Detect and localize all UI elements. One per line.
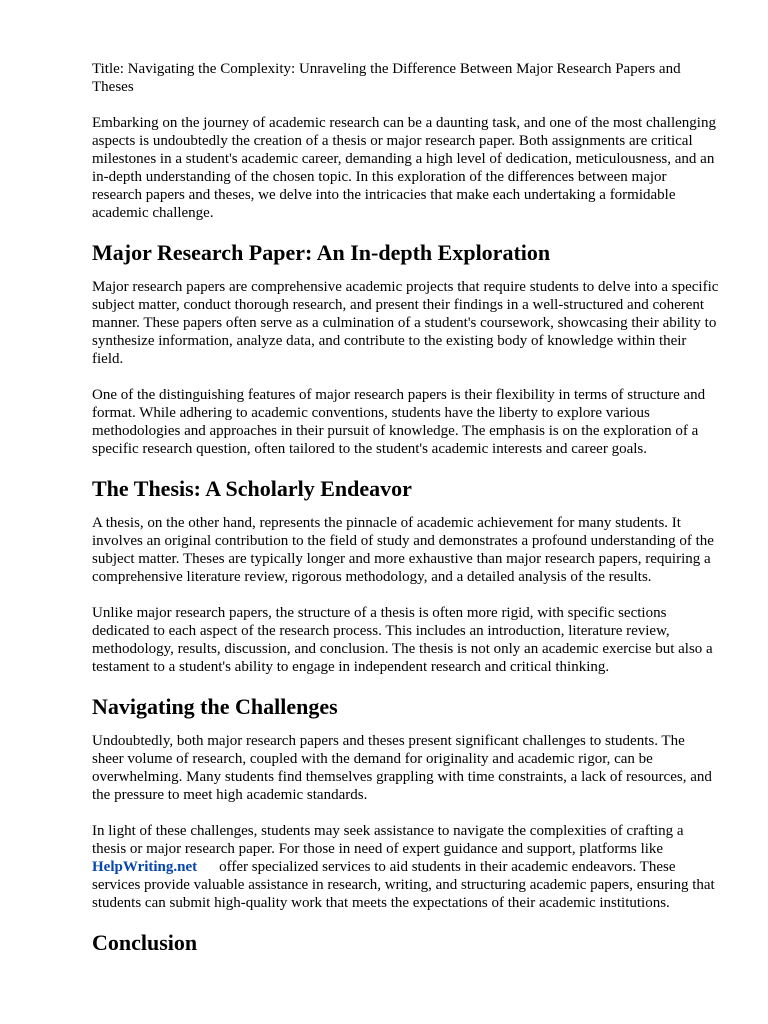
- helpwriting-link[interactable]: HelpWriting.net: [92, 859, 198, 875]
- paragraph-major-research-1: Major research papers are comprehensive academic projects that require students to delve into a specific subject matter, conduct thorough research, and present their findings in a well-structured and coherent manner. These papers often serve as a culmination of a student's coursework, showcasing their ability to synthesize information, analyze data, and contribute to the existing body of knowledge within their field.: [92, 279, 719, 367]
- intro-paragraph: Embarking on the journey of academic research can be a daunting task, and one of the most challenging aspects is undoubtedly the creation of a thesis or major research paper. Both assignments are critical milestones in a student's academic career, demanding a high level of dedication, meticulousness, and an in-depth understanding of the chosen topic. In this exploration of the differences between major research papers and theses, we delve into the intricacies that make each undertaking a formidable academic challenge.: [92, 115, 716, 221]
- paragraph-thesis-1: A thesis, on the other hand, represents the pinnacle of academic achievement for many students. It involves an original contribution to the field of study and demonstrates a profound understanding of the subject matter. Theses are typically longer and more exhaustive than major research papers, requiring a comprehensive literature review, rigorous methodology, and a detailed analysis of the results.: [92, 515, 714, 585]
- section-heading-navigating-challenges: Navigating the Challenges: [92, 694, 338, 719]
- paragraph-thesis-2: Unlike major research papers, the structure of a thesis is often more rigid, with specific sections dedicated to each aspect of the research process. This includes an introduction, literature review, methodology, results, discussion, and conclusion. The thesis is not only an academic exercise but also a testament to a student's ability to engage in independent research and critical thinking.: [92, 605, 713, 675]
- paragraph-challenges-2-after: offer specialized services to aid students in their academic endeavors. These services provide valuable assistance in research, writing, and structuring academic papers, ensuring that students can submit high-quality work that meets the expectations of their academic institutions.: [92, 859, 715, 911]
- section-heading-thesis: The Thesis: A Scholarly Endeavor: [92, 476, 412, 501]
- paragraph-challenges-2-before: In light of these challenges, students may seek assistance to navigate the complexities of crafting a thesis or major research paper. For those in need of expert guidance and support, platforms like: [92, 823, 684, 857]
- section-heading-conclusion: Conclusion: [92, 930, 198, 955]
- paragraph-challenges-2: [92, 822, 720, 912]
- section-heading-major-research-paper: Major Research Paper: An In-depth Exploration: [92, 240, 551, 265]
- paragraph-major-research-2: One of the distinguishing features of major research papers is their flexibility in terms of structure and format. While adhering to academic conventions, students have the liberty to explore various methodologies and approaches in their pursuit of knowledge. The emphasis is on the exploration of a specific research question, often tailored to the student's academic interests and career goals.: [92, 387, 706, 457]
- document-title-line: Title: Navigating the Complexity: Unraveling the Difference Between Major Research Papers and Theses: [92, 61, 681, 95]
- paragraph-challenges-1: Undoubtedly, both major research papers and theses present significant challenges to students. The sheer volume of research, coupled with the demand for originality and academic rigor, can be overwhelming. Many students find themselves grappling with time constraints, a lack of resources, and the pressure to meet high academic standards.: [92, 733, 712, 803]
